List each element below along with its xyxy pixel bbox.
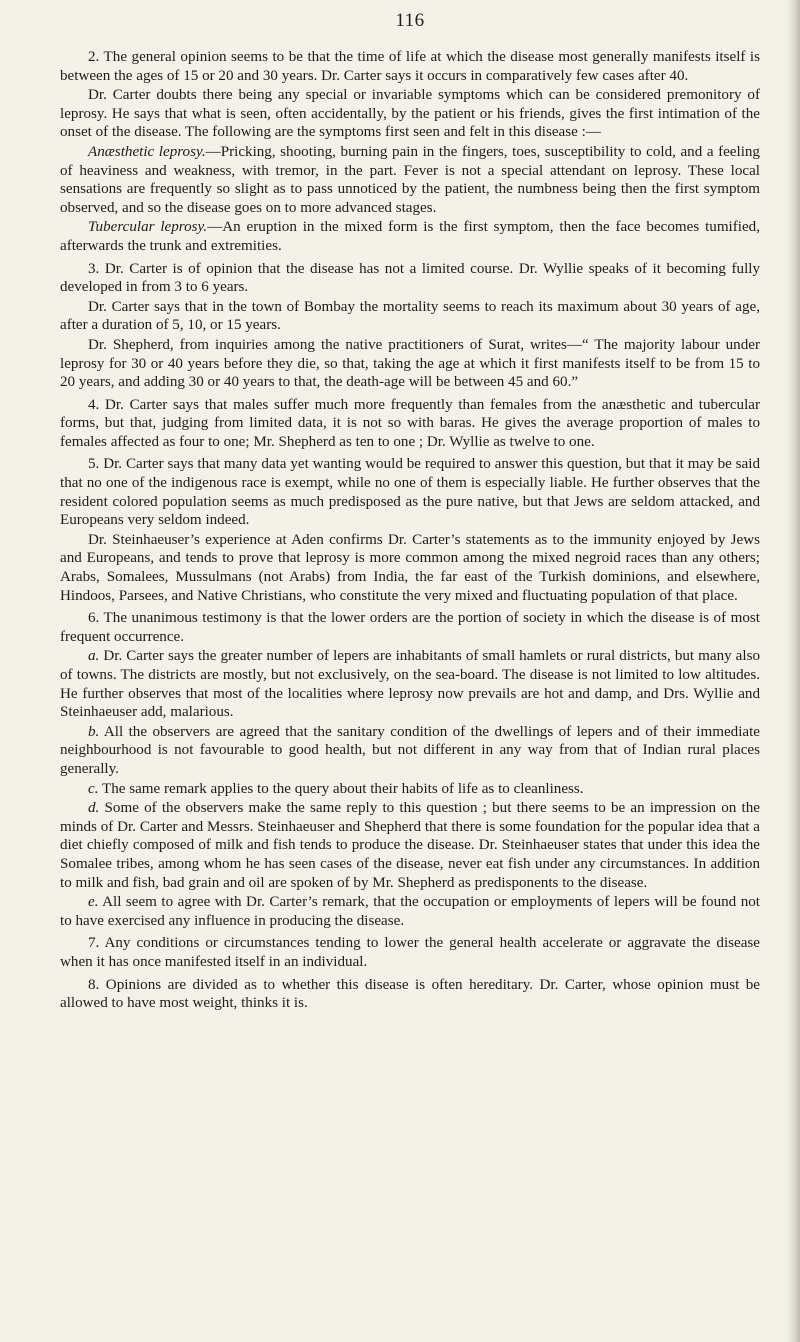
- paragraph-8: 8. Opinions are divided as to whether this disease is often hereditary. Dr. Carter, whose opinion must be allowed to have most weight, thinks it is.: [60, 976, 760, 1012]
- paragraph-6-d-text: Some of the observers make the same reply to this question ; but there seems to be an impression on the minds of Dr. Carter and Messrs. Steinhaeuser and Shepherd that there is some foundation for the popular idea that a diet chiefly composed of milk and fish tends to produce the disease. Dr. Steinhaeuser states that under this idea the Somalee tribes, among whom he has seen cases of the disease, never eat fish under any circumstances. In addition to milk and fish, bad grain and oil are spoken of by Mr. Shepherd as predisponents to the disease.: [60, 800, 760, 891]
- paragraph-5: 5. Dr. Carter says that many data yet wanting would be required to answer this question, but that it may be said that no one of the indigenous race is exempt, while no one of them is especially liable. He further observes that the resident colored population seems as much predisposed as the pure native, but that Jews are seldom attacked, and Europeans very seldom indeed.: [60, 456, 760, 529]
- anaesthetic-leprosy-heading: Anæsthetic leprosy.: [88, 143, 206, 160]
- paragraph-6-d-label: d.: [88, 800, 100, 817]
- tubercular-leprosy-text: —An eruption in the mixed form is the first symptom, then the face becomes tumified, afterwards the trunk and extremities.: [60, 219, 760, 254]
- body-text: [60, 48, 760, 1013]
- page-number: 116: [395, 10, 425, 31]
- paragraph-6: 6. The unanimous testimony is that the lower orders are the portion of society in which the disease is of most frequent occurrence.: [60, 610, 760, 645]
- paragraph-6-b-label: b.: [88, 723, 100, 740]
- paragraph-6-e: [60, 893, 760, 930]
- paragraph-3-surat: Dr. Shepherd, from inquiries among the native practitioners of Surat, writes—“ The majority labour under leprosy for 30 or 40 years before they die, so that, taking the age at which it first manifests itself to be from 15 to 20 years, and adding 30 or 40 years to that, the death-age will be between 45 and 60.”: [60, 336, 760, 391]
- paragraph-6-c: [60, 780, 760, 799]
- paragraph-2: 2. The general opinion seems to be that the time of life at which the disease most generally manifests itself is between the ages of 15 or 20 and 30 years. Dr. Carter says it occurs in comparatively few cases after 40.: [60, 49, 760, 84]
- paragraph-4: 4. Dr. Carter says that males suffer much more frequently than females from the anæsthetic and tubercular forms, but that, judging from limited data, it is not so with baras. He gives the average proportion of males to females affected as four to one; Mr. Shepherd as ten to one ; Dr. Wyllie as twelve to one.: [60, 396, 760, 450]
- paragraph-6-c-label: c.: [88, 780, 99, 797]
- paragraph-6-a-text: Dr. Carter says the greater number of lepers are inhabitants of small hamlets or rural districts, but many also of towns. The districts are mostly, but not exclusively, on the sea-board. The disease is not limited to low altitudes. He further observes that most of the localities where leprosy now prevails are hot and damp, and Drs. Wyllie and Steinhaeuser add, malarious.: [60, 648, 760, 721]
- tubercular-leprosy-heading: Tubercular leprosy.: [88, 219, 208, 236]
- paragraph-6-a-label: a.: [88, 648, 100, 665]
- page-edge-shadow: [786, 0, 800, 1342]
- anaesthetic-leprosy-text: —Pricking, shooting, burning pain in the fingers, toes, susceptibility to cold, and a feeling of heaviness and weakness, with tremor, in the part. Fever is not a special attendant on leprosy. These local sensations are frequently so slight as to pass unnoticed by the patient, the numbness being then the first symptom observed, and so the disease goes on to more advanced stages.: [60, 143, 760, 216]
- paragraph-3: 3. Dr. Carter is of opinion that the disease has not a limited course. Dr. Wyllie speaks of it becoming fully developed in from 3 to 6 years.: [60, 260, 760, 296]
- paragraph-6-b-text: All the observers are agreed that the sanitary condition of the dwellings of lepers and of their immediate neighbourhood is not favourable to good health, but not different in any way from that of Indian rural places generally.: [60, 723, 760, 777]
- paragraph-3-bombay: Dr. Carter says that in the town of Bombay the mortality seems to reach its maximum about 30 years of age, after a duration of 5, 10, or 15 years.: [60, 298, 760, 334]
- paragraph-7: 7. Any conditions or circumstances tending to lower the general health accelerate or aggravate the disease when it has once manifested itself in an individual.: [60, 935, 760, 970]
- paragraph-anaesthetic-leprosy: [60, 143, 760, 217]
- paragraph-6-d: [60, 799, 760, 892]
- paragraph-tubercular-leprosy: [60, 218, 760, 255]
- paragraph-6-b: [60, 723, 760, 779]
- paragraph-6-c-text: The same remark applies to the query about their habits of life as to cleanliness.: [98, 780, 584, 797]
- paragraph-2-premonitory: Dr. Carter doubts there being any special or invariable symptoms which can be considered premonitory of leprosy. He says that what is seen, often accidentally, by the patient or his friends, gives the first intimation of the onset of the disease. The following are the symptoms first seen and felt in this disease :—: [60, 87, 760, 141]
- paragraph-6-a: [60, 647, 760, 721]
- paragraph-5-aden: Dr. Steinhaeuser’s experience at Aden confirms Dr. Carter’s statements as to the immunity enjoyed by Jews and Europeans, and tends to prove that leprosy is more common among the mixed negroid races than any others; Arabs, Somalees, Mussulmans (not Arabs) from India, the far east of the Turkish dominions, and elsewhere, Hindoos, Parsees, and Native Christians, who constitute the very mixed and fluctuating population of that place.: [60, 531, 760, 604]
- paragraph-6-e-text: All seem to agree with Dr. Carter’s remark, that the occupation or employments of lepers will be found not to have exercised any influence in producing the disease.: [60, 894, 760, 929]
- paragraph-6-e-label: e.: [88, 894, 99, 911]
